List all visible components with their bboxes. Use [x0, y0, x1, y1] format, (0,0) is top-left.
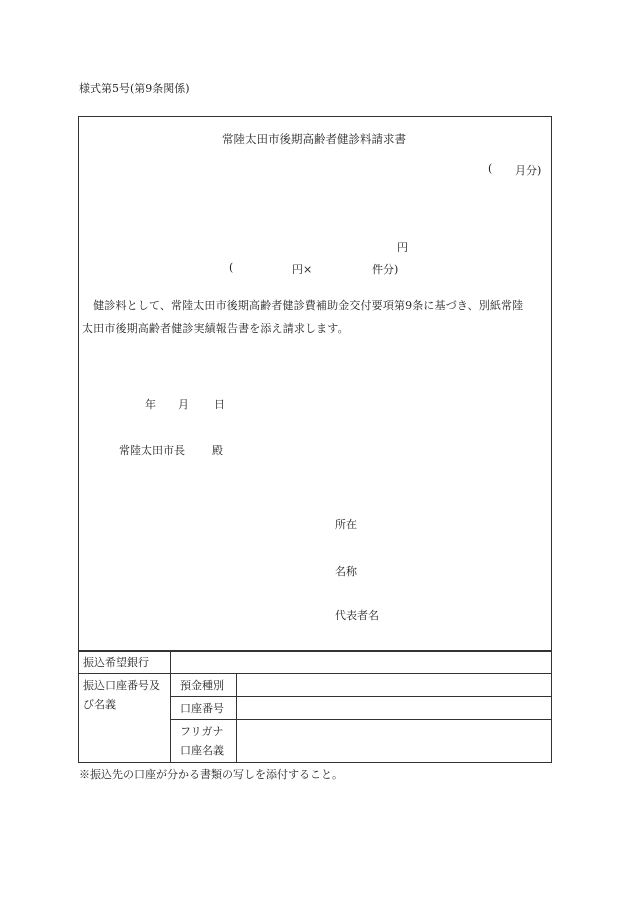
- account-label-line-2: び名義: [83, 698, 116, 711]
- footnote: ※振込先の口座が分かる書類の写しを添付すること。: [79, 768, 343, 781]
- account-number-field[interactable]: [237, 697, 552, 720]
- body-text-line-2: 太田市後期高齢者健診実績報告書を添え請求します。: [82, 322, 349, 335]
- form-number-label: 様式第5号(第9条関係): [79, 82, 190, 95]
- addressee-name: 常陸太田市長: [119, 444, 185, 457]
- unit-price-yen-times: 円×: [292, 263, 313, 276]
- document-title: 常陸太田市後期高齢者健診料請求書: [222, 132, 406, 146]
- date-day-label: 日: [214, 398, 225, 411]
- calc-open-paren: (: [229, 261, 234, 274]
- request-form-box: [78, 116, 552, 652]
- applicant-address-label: 所在: [335, 518, 357, 531]
- account-label-cell: [79, 674, 171, 763]
- date-month-label: 月: [178, 398, 189, 411]
- body-text-line-1: 健診料として、常陸太田市後期高齢者健診費補助金交付要項第9条に基づき、別紙常陸: [82, 299, 524, 312]
- account-label-line-1: 振込口座番号及: [83, 679, 160, 692]
- account-name-label: 口座名義: [180, 744, 224, 757]
- account-name-field[interactable]: [237, 720, 552, 763]
- deposit-type-field[interactable]: [237, 674, 552, 697]
- applicant-name-label: 名称: [335, 565, 357, 578]
- month-label: 月分): [515, 164, 542, 177]
- bank-account-table: [78, 650, 552, 763]
- table-row: [79, 651, 552, 674]
- bank-name-field[interactable]: [171, 651, 552, 674]
- bank-name-label: 振込希望銀行: [79, 651, 171, 674]
- furigana-label: フリガナ: [180, 725, 224, 738]
- total-amount-yen-label: 円: [397, 241, 408, 254]
- deposit-type-label: 預金種別: [171, 674, 237, 697]
- account-number-label: 口座番号: [171, 697, 237, 720]
- account-name-label-cell: [171, 720, 237, 763]
- date-year-label: 年: [145, 398, 156, 411]
- case-count-label: 件分): [372, 263, 399, 276]
- addressee-honorific: 殿: [212, 444, 223, 457]
- month-open-paren: (: [488, 162, 493, 175]
- applicant-representative-label: 代表者名: [335, 609, 379, 622]
- table-row: [79, 674, 552, 697]
